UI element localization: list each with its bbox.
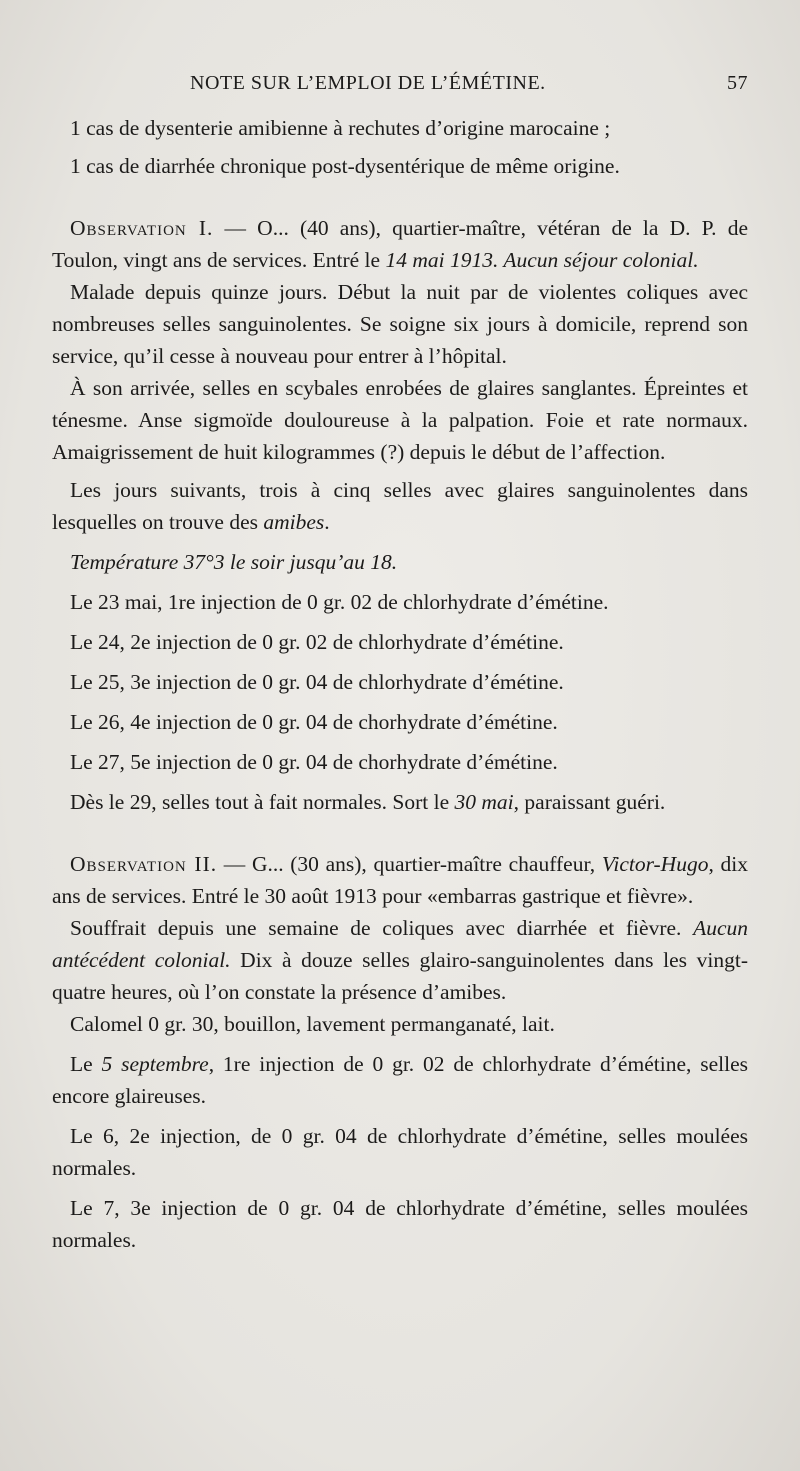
- paragraph: 1 cas de dysenterie amibienne à rechutes d’origine marocaine ;: [70, 116, 611, 140]
- treatment-line: Le 24, 2e injection de 0 gr. 02 de chlorhydrate d’émétine.: [70, 630, 564, 654]
- treatment-line: Le 27, 5e injection de 0 gr. 04 de chorhydrate d’émétine.: [70, 750, 558, 774]
- observation-label: Observation I.: [70, 216, 214, 240]
- paragraph: 1 cas de diarrhée chronique post-dysentérique de même origine.: [70, 154, 620, 178]
- page-number: 57: [727, 72, 748, 94]
- paragraph: Calomel 0 gr. 30, bouillon, lavement permanganaté, lait.: [70, 1012, 555, 1036]
- paragraph: Malade depuis quinze jours. Début la nuit par de violentes coliques avec nombreuses selles sanguinolentes. Se soigne six jours à domicile, reprend son service, qu’il cesse à nouveau pour entrer à l’hôpital.: [52, 280, 748, 368]
- treatment-line: Le 26, 4e injection de 0 gr. 04 de chorhydrate d’émétine.: [70, 710, 558, 734]
- observation-heading-paragraph: Observation II. — G... (30 ans), quartier-maître chauffeur, Victor-Hugo, dix ans de services. Entré le 30 août 1913 pour «embarras gastrique et fièvre».: [52, 852, 748, 908]
- paragraph: Le 7, 3e injection de 0 gr. 04 de chlorhydrate d’émétine, selles moulées normales.: [52, 1196, 748, 1252]
- body-text: [52, 112, 748, 1256]
- paragraph: Dès le 29, selles tout à fait normales. Sort le 30 mai, paraissant guéri.: [70, 790, 666, 814]
- treatment-line: Le 23 mai, 1re injection de 0 gr. 02 de chlorhydrate d’émétine.: [70, 590, 609, 614]
- treatment-line: Le 25, 3e injection de 0 gr. 04 de chlorhydrate d’émétine.: [70, 670, 564, 694]
- paragraph: Le 6, 2e injection, de 0 gr. 04 de chlorhydrate d’émétine, selles moulées normales.: [52, 1124, 748, 1180]
- paragraph: Température 37°3 le soir jusqu’au 18.: [70, 550, 398, 574]
- paragraph: Souffrait depuis une semaine de coliques avec diarrhée et fièvre. Aucun antécédent colonial. Dix à douze selles glairo-sanguinolentes dans les vingt-quatre heures, où l’on constate la présence d’amibes.: [52, 916, 748, 1004]
- paragraph: Le 5 septembre, 1re injection de 0 gr. 02 de chlorhydrate d’émétine, selles encore glaireuses.: [52, 1052, 748, 1108]
- running-head: [52, 72, 748, 100]
- paragraph: Les jours suivants, trois à cinq selles avec glaires sanguinolentes dans lesquelles on trouve des amibes.: [52, 478, 748, 534]
- observation-label: Observation II.: [70, 852, 218, 876]
- paragraph: À son arrivée, selles en scybales enrobées de glaires sanglantes. Épreintes et ténesme. Anse sigmoïde douloureuse à la palpation. Foie et rate normaux. Amaigrissement de huit kilogrammes (?) depuis le début de l’affection.: [52, 376, 748, 464]
- running-title: NOTE SUR L’EMPLOI DE L’ÉMÉTINE.: [190, 72, 546, 94]
- observation-heading-paragraph: Observation I. — O... (40 ans), quartier-maître, vétéran de la D. P. de Toulon, vingt ans de services. Entré le 14 mai 1913. Aucun séjour colonial.: [52, 216, 748, 272]
